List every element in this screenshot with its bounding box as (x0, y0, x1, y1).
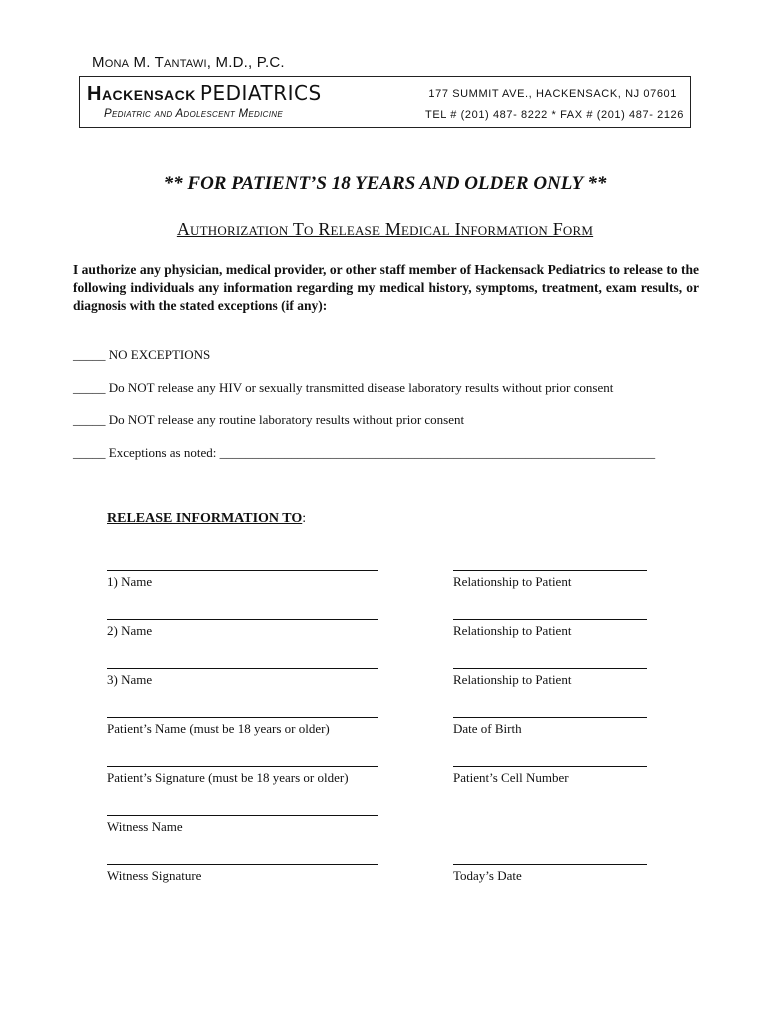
practice-phones: TEL # (201) 487- 8222 * FAX # (201) 487- 2126 (425, 109, 684, 121)
signature-line[interactable] (453, 619, 647, 620)
option-no-hiv-std[interactable] (73, 380, 613, 396)
doctor-name-text: Mona M. Tantawi, M.D., P.C. (92, 54, 285, 71)
field-label: 3) Name (107, 672, 153, 687)
signature-line[interactable] (453, 717, 647, 718)
authorization-paragraph: I authorize any physician, medical provider, or other staff member of Hackensack Pediatrics to release to the following individuals any information regarding my medical history, symptoms, treatment, exam results, or diagnosis with the stated exceptions (if any): (73, 262, 699, 313)
option-checkbox-blank[interactable]: _____ (73, 380, 106, 395)
field-label: Date of Birth (453, 721, 522, 736)
signature-line[interactable] (107, 619, 378, 620)
patient-signature-field[interactable] (107, 766, 378, 786)
signature-line[interactable] (453, 668, 647, 669)
signature-line[interactable] (107, 815, 378, 816)
form-title-text: Authorization To Release Medical Information Form (176, 219, 594, 239)
option-checkbox-blank[interactable]: _____ (73, 445, 106, 460)
option-checkbox-blank[interactable]: _____ (73, 347, 106, 362)
signature-line[interactable] (453, 766, 647, 767)
option-no-routine-lab[interactable] (73, 412, 464, 428)
field-label: 1) Name (107, 574, 153, 589)
signature-line[interactable] (107, 570, 378, 571)
name-3-field[interactable] (107, 668, 378, 688)
field-label: Patient’s Name (must be 18 years or older) (107, 721, 330, 736)
signature-line[interactable] (107, 717, 378, 718)
todays-date-field[interactable] (453, 864, 647, 884)
signature-line[interactable] (453, 570, 647, 571)
release-heading (107, 511, 306, 527)
practice-name-part1: Hackensack (87, 83, 196, 105)
signature-line[interactable] (107, 668, 378, 669)
signature-line[interactable] (107, 864, 378, 865)
option-checkbox-blank[interactable]: _____ (73, 412, 106, 427)
relationship-3-field[interactable] (453, 668, 647, 688)
field-label: Relationship to Patient (453, 672, 572, 687)
release-heading-text: RELEASE INFORMATION TO (107, 511, 303, 526)
practice-tagline (104, 108, 283, 120)
field-label: Today’s Date (453, 868, 522, 883)
age-banner: ** FOR PATIENT’S 18 YEARS AND OLDER ONLY ** (163, 173, 607, 194)
field-label: 2) Name (107, 623, 153, 638)
signature-line[interactable] (107, 766, 378, 767)
cell-number-field[interactable] (453, 766, 647, 786)
option-label: Do NOT release any HIV or sexually transmitted disease laboratory results without prior consent (108, 380, 614, 395)
name-2-field[interactable] (107, 619, 378, 639)
practice-address: 177 SUMMIT AVE., HACKENSACK, NJ 07601 (428, 88, 677, 100)
witness-signature-field[interactable] (107, 864, 378, 884)
practice-name (87, 81, 322, 106)
option-exceptions-noted[interactable] (73, 445, 655, 461)
form-title (0, 219, 770, 240)
option-label[interactable]: Exceptions as noted: ___________________________________________________________________ (108, 445, 656, 460)
relationship-1-field[interactable] (453, 570, 647, 590)
letterhead-box (79, 76, 691, 128)
date-of-birth-field[interactable] (453, 717, 647, 737)
field-label: Patient’s Signature (must be 18 years or older) (107, 770, 349, 785)
field-label: Witness Name (107, 819, 183, 834)
relationship-2-field[interactable] (453, 619, 647, 639)
field-label: Relationship to Patient (453, 574, 572, 589)
practice-name-part2: PEDIATRICS (199, 81, 322, 105)
field-label: Relationship to Patient (453, 623, 572, 638)
option-label: NO EXCEPTIONS (108, 347, 211, 362)
field-label: Patient’s Cell Number (453, 770, 569, 785)
practice-tagline-text: Pediatric and Adolescent Medicine (104, 108, 283, 120)
signature-line[interactable] (453, 864, 647, 865)
option-no-exceptions[interactable] (73, 347, 210, 363)
witness-name-field[interactable] (107, 815, 378, 835)
doctor-name (92, 54, 285, 71)
field-label: Witness Signature (107, 868, 202, 883)
release-heading-colon: : (302, 511, 307, 526)
option-label: Do NOT release any routine laboratory results without prior consent (108, 412, 465, 427)
patient-name-field[interactable] (107, 717, 378, 737)
name-1-field[interactable] (107, 570, 378, 590)
